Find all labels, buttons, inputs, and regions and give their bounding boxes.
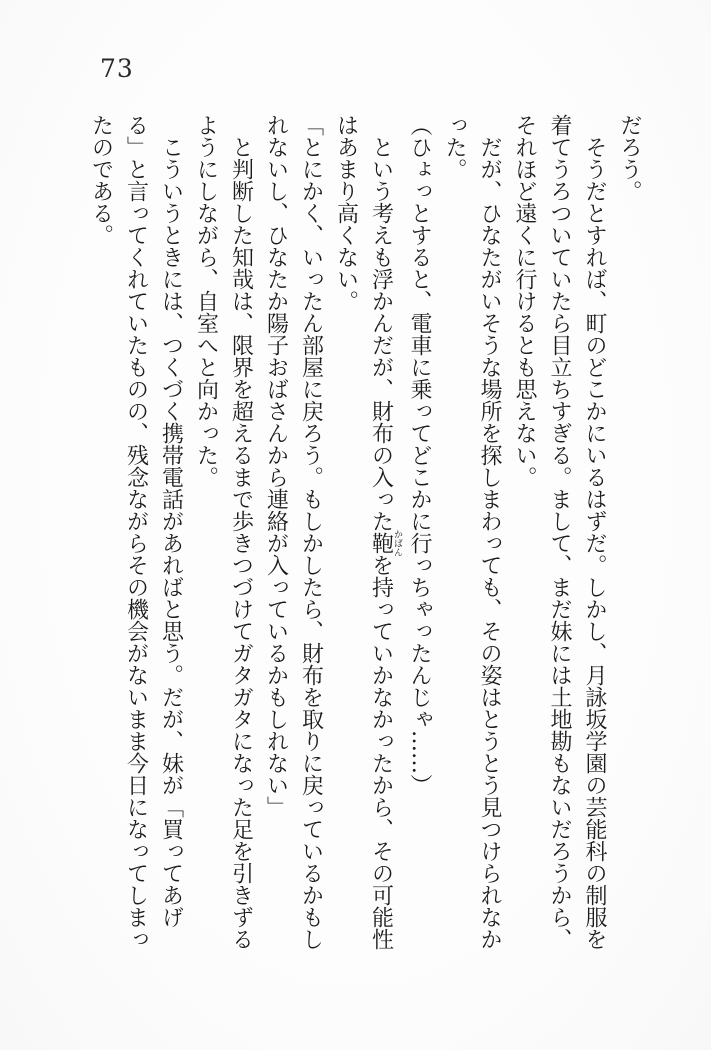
- text-line-15: る」と言ってくれていたものの、残念ながらその機会がないまま今日になってしまっ: [123, 114, 149, 950]
- text-line-6: った。: [442, 114, 467, 180]
- ruby-annotated-word: 鞄かばん: [368, 529, 402, 557]
- text-line-11: れないし、ひなたか陽子おばさんから連絡が入っているかもしれない」: [263, 114, 289, 818]
- text-line-12: と判断した知哉は、限界を超えるまで歩きつづけてガタガタになった足を引きずる: [228, 136, 254, 950]
- text-line-5: だが、ひなたがいそうな場所を探しまわっても、その姿はとうとう見つけられなか: [477, 136, 502, 950]
- text-line-1: だろう。: [617, 114, 642, 202]
- text-line-13: ようにしながら、自室へと向かった。: [193, 114, 219, 488]
- text-line-16: たのである。: [88, 114, 114, 246]
- text-line-14: こういうときには、つくづく携帯電話があればと思う。だが、妹が「買ってあげ: [158, 136, 184, 928]
- vertical-text-area: [84, 114, 648, 956]
- text-line-9: はあまり高くない。: [333, 114, 359, 312]
- text-line-3: 着てうろついていたら目立ちすぎる。まして、まだ妹には土地勘もないだろうから、: [547, 114, 572, 950]
- furigana: かばん: [392, 529, 402, 557]
- text-line-10: 「とにかく、いったん部屋に戻ろう。もしかしたら、財布を取りに戻っているかもし: [298, 114, 324, 950]
- text-line-4: それほど遠くに行けるとも思えない。: [512, 114, 537, 488]
- page-number: 73: [100, 54, 134, 83]
- text-line-8: という考えも浮かんだが、財布の入った鞄かばんを持っていかなかったから、その可能性: [368, 136, 402, 950]
- text-line-7: （ひょっとすると、電車に乗ってどこかに行っちゃったんじゃ……）: [407, 114, 432, 796]
- text-line-2: そうだとすれば、町のどこかにいるはずだ。しかし、月詠坂学園の芸能科の制服を: [582, 136, 607, 950]
